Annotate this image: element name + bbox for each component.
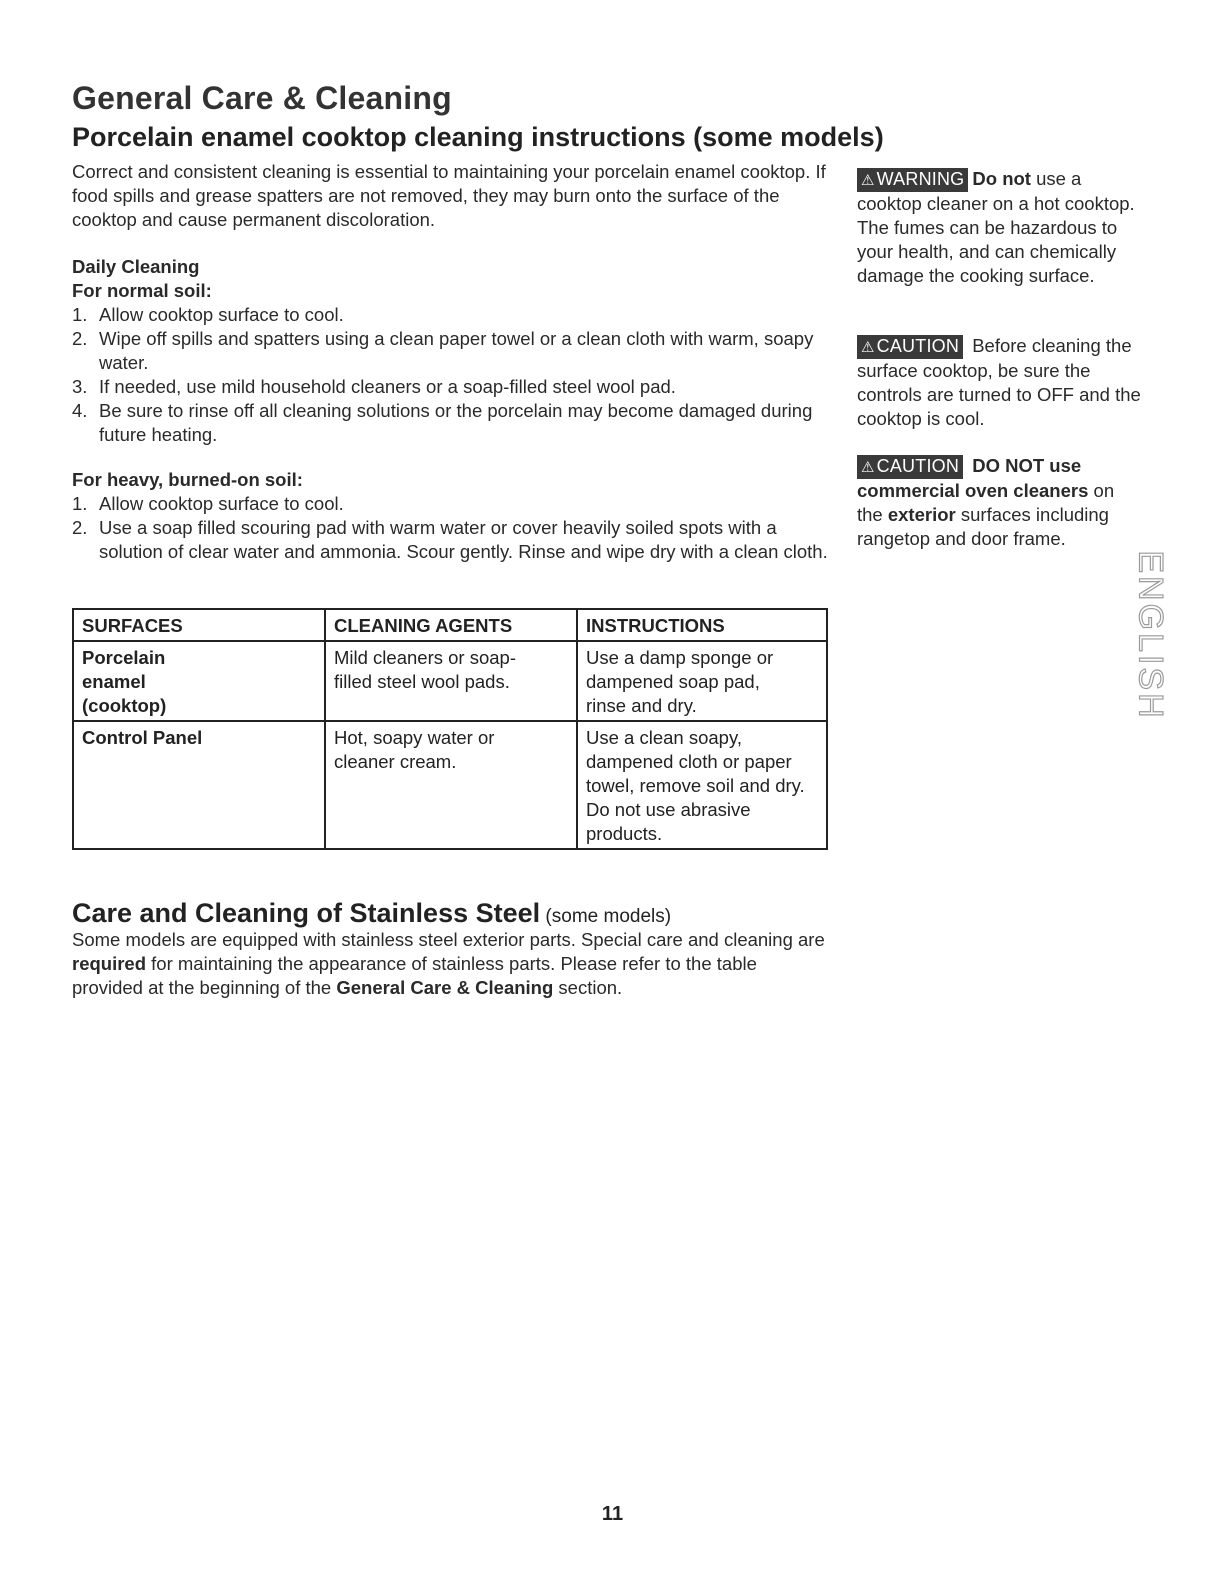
- list-item: [72, 492, 832, 516]
- cleaning-table: [72, 608, 828, 850]
- instructions-text: Use a clean soapy, dampened cloth or paper towel, remove soil and dry. Do not use abrasive products.: [586, 727, 805, 844]
- step-text: Wipe off spills and spatters using a clean paper towel or a clean cloth with warm, soapy water.: [99, 328, 814, 373]
- table-header-instructions: INSTRUCTIONS: [577, 609, 827, 641]
- list-item: [72, 327, 832, 375]
- heavy-soil-heading: For heavy, burned-on soil:: [72, 469, 303, 490]
- stainless-paragraph: [72, 928, 832, 1000]
- warning-triangle-icon: ⚠: [861, 339, 875, 356]
- caution-text: on the: [857, 480, 1115, 525]
- table-row: [73, 641, 827, 721]
- language-side-tab: [1130, 549, 1170, 721]
- stainless-text-3: section.: [553, 977, 623, 998]
- normal-soil-heading: For normal soil:: [72, 280, 212, 301]
- daily-cleaning-section: [72, 255, 832, 447]
- step-text: Be sure to rinse off all cleaning solutions or the porcelain may become damaged during future heating.: [99, 400, 813, 445]
- instructions-cell: [577, 721, 827, 849]
- language-label: ENGLISH: [1131, 549, 1170, 721]
- step-text: Allow cooktop surface to cool.: [99, 304, 344, 325]
- heavy-soil-steps: [72, 492, 832, 564]
- list-item: [72, 399, 832, 447]
- list-item: [72, 303, 832, 327]
- warning-bold-text: Do not: [972, 168, 1031, 189]
- caution-badge-label: CAUTION: [876, 456, 960, 476]
- surface-text: Control Panel: [82, 727, 203, 748]
- step-number: 1.: [72, 304, 88, 325]
- intro-text: Correct and consistent cleaning is essential to maintaining your porcelain enamel cooktop. If food spills and grease spatters are not removed, they may burn onto the surface of the cooktop and cause permanent discoloration.: [72, 161, 826, 230]
- daily-cleaning-heading: Daily Cleaning: [72, 256, 200, 277]
- surface-cell: [73, 641, 325, 721]
- caution-bold-exterior: exterior: [887, 504, 956, 525]
- page-number: 11: [601, 1503, 624, 1525]
- table-row: [73, 721, 827, 849]
- agents-cell: [325, 721, 577, 849]
- step-text: If needed, use mild household cleaners or a soap-filled steel wool pad.: [99, 376, 676, 397]
- caution-badge-label: CAUTION: [876, 336, 960, 356]
- intro-paragraph: [72, 160, 832, 232]
- caution-note-oven-cleaners: [857, 454, 1142, 551]
- surface-cell: [73, 721, 325, 849]
- step-number: 2.: [72, 517, 88, 538]
- list-item: [72, 375, 832, 399]
- stainless-heading-note: (some models): [540, 906, 672, 927]
- instructions-text: Use a damp sponge or dampened soap pad, rinse and dry.: [586, 647, 774, 716]
- step-text: Allow cooktop surface to cool.: [99, 493, 344, 514]
- table-header-row: [73, 609, 827, 641]
- normal-soil-steps: [72, 303, 832, 447]
- page-title: General Care & Cleaning: [72, 80, 452, 116]
- caution-badge: [857, 335, 963, 359]
- stainless-text-1: Some models are equipped with stainless steel exterior parts. Special care and cleaning are: [72, 929, 825, 950]
- warning-badge-label: WARNING: [876, 169, 965, 189]
- agents-text: Hot, soapy water or cleaner cream.: [334, 727, 495, 772]
- stainless-heading-text: Care and Cleaning of Stainless Steel: [72, 898, 541, 928]
- warning-triangle-icon: ⚠: [861, 172, 875, 189]
- section-subtitle: Porcelain enamel cooktop cleaning instructions (some models): [72, 122, 884, 152]
- step-number: 3.: [72, 376, 88, 397]
- heavy-soil-section: [72, 468, 832, 564]
- stainless-bold-required: required: [72, 953, 147, 974]
- stainless-bold-section-ref: General Care & Cleaning: [336, 977, 554, 998]
- table-header-agents: CLEANING AGENTS: [325, 609, 577, 641]
- caution-bold-text: DO NOT use commercial oven cleaners: [857, 455, 1089, 501]
- warning-text: use a cooktop cleaner on a hot cooktop. The fumes can be hazardous to your health, and can chemically damage the cooking surface.: [857, 168, 1135, 286]
- instructions-cell: [577, 641, 827, 721]
- step-number: 4.: [72, 400, 88, 421]
- agents-text: Mild cleaners or soap-filled steel wool pads.: [334, 647, 516, 692]
- agents-cell: [325, 641, 577, 721]
- stainless-text-2: for maintaining the appearance of stainless parts. Please refer to the table provided at the beginning of the: [72, 953, 757, 998]
- caution-text: Before cleaning the surface cooktop, be sure the controls are turned to OFF and the cooktop is cool.: [857, 335, 1141, 429]
- step-text: Use a soap filled scouring pad with warm water or cover heavily soiled spots with a solution of clear water and ammonia. Scour gently. Rinse and wipe dry with a clean cloth.: [99, 517, 828, 562]
- list-item: [72, 516, 832, 564]
- caution-text-end: surfaces including rangetop and door frame.: [857, 504, 1109, 549]
- step-number: 2.: [72, 328, 88, 349]
- warning-badge: [857, 168, 968, 192]
- table-header-surfaces: SURFACES: [73, 609, 325, 641]
- warning-triangle-icon: ⚠: [861, 459, 875, 476]
- caution-badge: [857, 455, 963, 479]
- warning-note: [857, 167, 1142, 288]
- step-number: 1.: [72, 493, 88, 514]
- surface-text: Porcelain enamel (cooktop): [82, 647, 167, 716]
- stainless-heading: [72, 898, 671, 929]
- caution-note-controls: [857, 334, 1142, 431]
